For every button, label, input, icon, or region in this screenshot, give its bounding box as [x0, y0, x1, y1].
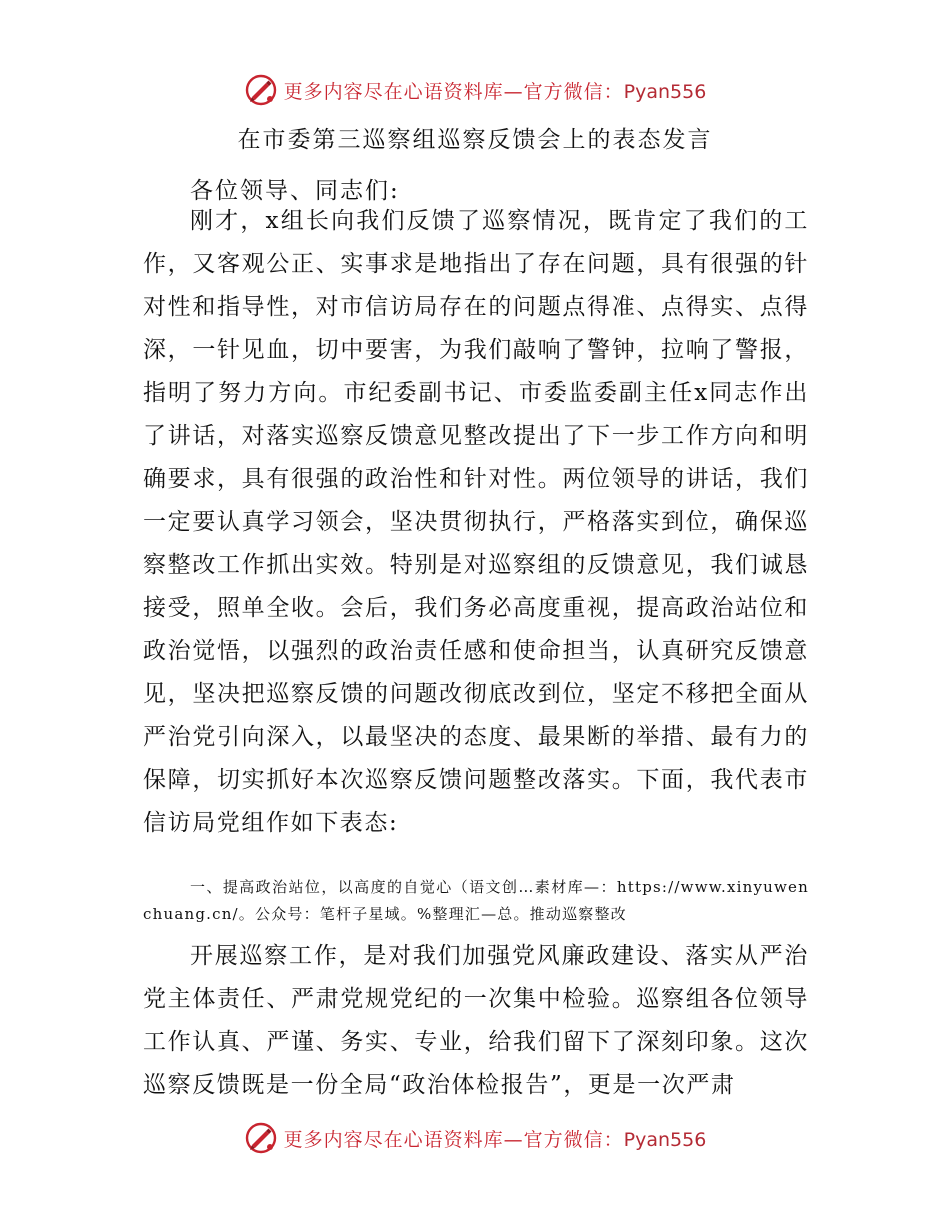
watermark-label: 更多内容尽在心语资料库—官方微信： — [283, 1128, 624, 1151]
watermark-handle: Pyan556 — [623, 1128, 707, 1151]
watermark-text — [284, 77, 707, 104]
watermark-label: 更多内容尽在心语资料库—官方微信： — [283, 80, 624, 103]
body-paragraph-1: 刚才，x组长向我们反馈了巡察情况，既肯定了我们的工作，又客观公正、实事求是地指出了存在问题，具有很强的针对性和指导性，对市信访局存在的问题点得准、点得实、点得深，一针见血，切中要害，为我们敲响了警钟，拉响了警报，指明了努力方向。市纪委副书记、市委监委副主任x同志作出了讲话，对落实巡察反馈意见整改提出了下一步工作方向和明确要求，具有很强的政治性和针对性。两位领导的讲话，我们一定要认真学习领会，坚决贯彻执行，严格落实到位，确保巡察整改工作抓出实效。特别是对巡察组的反馈意见，我们诚恳接受，照单全收。会后，我们务必高度重视，提高政治站位和政治觉悟，以强烈的政治责任感和使命担当，认真研究反馈意见，坚决把巡察反馈的问题改彻底改到位，坚定不移把全面从严治党引向深入，以最坚决的态度、最果断的举措、最有力的保障，切实抓好本次巡察反馈问题整改落实。下面，我代表市信访局党组作如下表态: — [143, 208, 809, 836]
pen-logo-icon — [244, 73, 278, 107]
watermark-banner-bottom — [0, 1118, 950, 1158]
watermark-text — [284, 1125, 707, 1152]
watermark-handle: Pyan556 — [623, 80, 707, 103]
salutation: 各位领导、同志们: — [190, 178, 400, 204]
watermark-banner-top — [0, 70, 950, 110]
page-title: 在市委第三巡察组巡察反馈会上的表态发言 — [237, 127, 713, 153]
body-paragraph-2: 开展巡察工作，是对我们加强党风廉政建设、落实从严治党主体责任、严肃党规党纪的一次集中检验。巡察组各位领导工作认真、严谨、务实、专业，给我们留下了深刻印象。这次巡察反馈既是一份全局“政治体检报告”，更是一次严肃 — [143, 943, 809, 1098]
pen-logo-icon — [244, 1121, 278, 1155]
section-heading: 一、提高政治站位，以高度的自觉心（语文创…素材库—：https://www.xinyuwenchuang.cn/。公众号：笔杆子星域。%整理汇—总。推动巡察整改 — [143, 878, 809, 923]
